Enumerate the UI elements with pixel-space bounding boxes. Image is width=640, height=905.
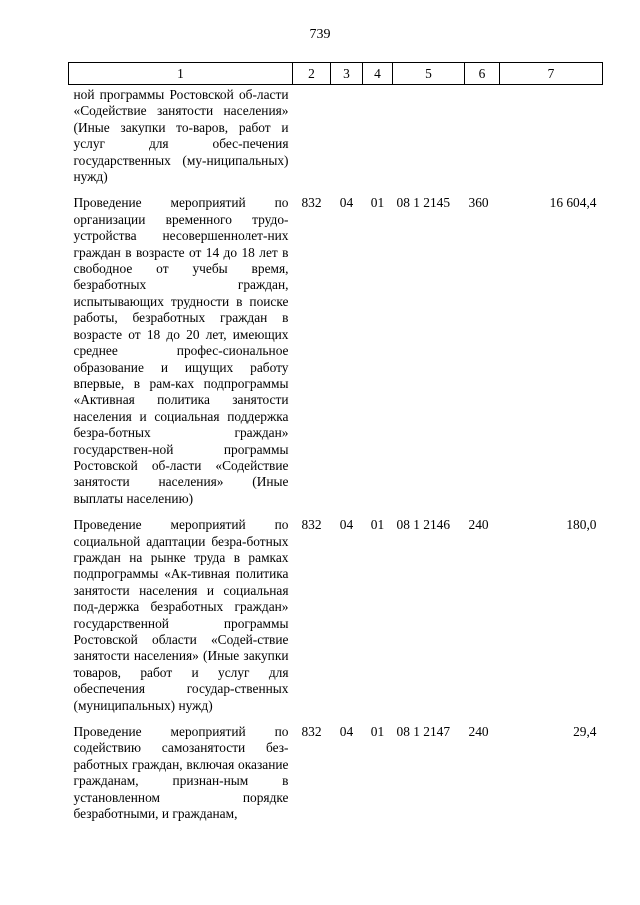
row-expense-type bbox=[465, 85, 500, 186]
budget-table bbox=[68, 62, 603, 822]
page-number: 739 bbox=[309, 27, 331, 42]
header-col-4: 4 bbox=[363, 63, 393, 85]
row-amount: 180,0 bbox=[566, 517, 597, 533]
row-amount: 16 604,4 bbox=[549, 195, 597, 211]
row-amount: 29,4 bbox=[573, 724, 597, 740]
row-target-code: 08 1 2145 bbox=[396, 195, 451, 211]
row-description: ной программы Ростовской об-ласти «Содействие занятости населения» (Иные закупки то-варов, работ и услуг для обес-печения государственных (му-ниципальных) нужд) bbox=[73, 87, 289, 185]
header-col-7: 7 bbox=[500, 63, 603, 85]
row-ministry-code: 832 bbox=[301, 724, 322, 740]
table-header-row bbox=[69, 63, 603, 85]
row-target-code bbox=[393, 85, 465, 186]
row-section-code bbox=[331, 85, 363, 186]
header-col-2: 2 bbox=[293, 63, 331, 85]
row-target-code: 08 1 2146 bbox=[396, 517, 451, 533]
table-row bbox=[69, 185, 603, 507]
row-expense-type: 240 bbox=[468, 517, 489, 533]
row-section-code: 04 bbox=[339, 195, 354, 211]
header-col-5: 5 bbox=[393, 63, 465, 85]
row-subsection-code bbox=[363, 85, 393, 186]
row-ministry-code: 832 bbox=[301, 517, 322, 533]
row-section-code: 04 bbox=[339, 517, 354, 533]
table-row bbox=[69, 507, 603, 714]
row-subsection-code: 01 bbox=[370, 724, 385, 740]
row-description: Проведение мероприятий по содействию самозанятости без-работных граждан, включая оказание гражданам, признан-ным в установленном порядке безработными, и гражданам, bbox=[73, 724, 289, 822]
row-ministry-code bbox=[293, 85, 331, 186]
row-expense-type: 360 bbox=[468, 195, 489, 211]
row-subsection-code: 01 bbox=[370, 195, 385, 211]
row-description: Проведение мероприятий по социальной адаптации безра-ботных граждан на рынке труда в рамках подпрограммы «Ак-тивная политика занятости населения и социальная под-держка безработных граждан» государственной программы Ростовской области «Содей-ствие занятости населения» (Иные закупки товаров, работ и услуг для обеспечения государ-ственных (муниципальных) нужд) bbox=[73, 517, 289, 713]
row-section-code: 04 bbox=[339, 724, 354, 740]
table-row bbox=[69, 714, 603, 822]
row-expense-type: 240 bbox=[468, 724, 489, 740]
header-col-1: 1 bbox=[69, 63, 293, 85]
row-ministry-code: 832 bbox=[301, 195, 322, 211]
row-amount bbox=[500, 85, 603, 186]
header-col-6: 6 bbox=[465, 63, 500, 85]
row-target-code: 08 1 2147 bbox=[396, 724, 451, 740]
row-subsection-code: 01 bbox=[370, 517, 385, 533]
header-col-3: 3 bbox=[331, 63, 363, 85]
table-row bbox=[69, 85, 603, 186]
row-description: Проведение мероприятий по организации временного трудо-устройства несовершеннолет-них граждан в возрасте от 14 до 18 лет в свободное от учебы время, безработных граждан, испытывающих трудности в поиске работы, безработных граждан в возрасте от 18 до 20 лет, имеющих среднее профес-сиональное образование и ищущих работу впервые, в рам-ках подпрограммы «Активная политика занятости населения и социальная поддержка безра-ботных граждан» государствен-ной программы Ростовской об-ласти «Содействие занятости населения» (Иные выплаты населению) bbox=[73, 195, 289, 506]
